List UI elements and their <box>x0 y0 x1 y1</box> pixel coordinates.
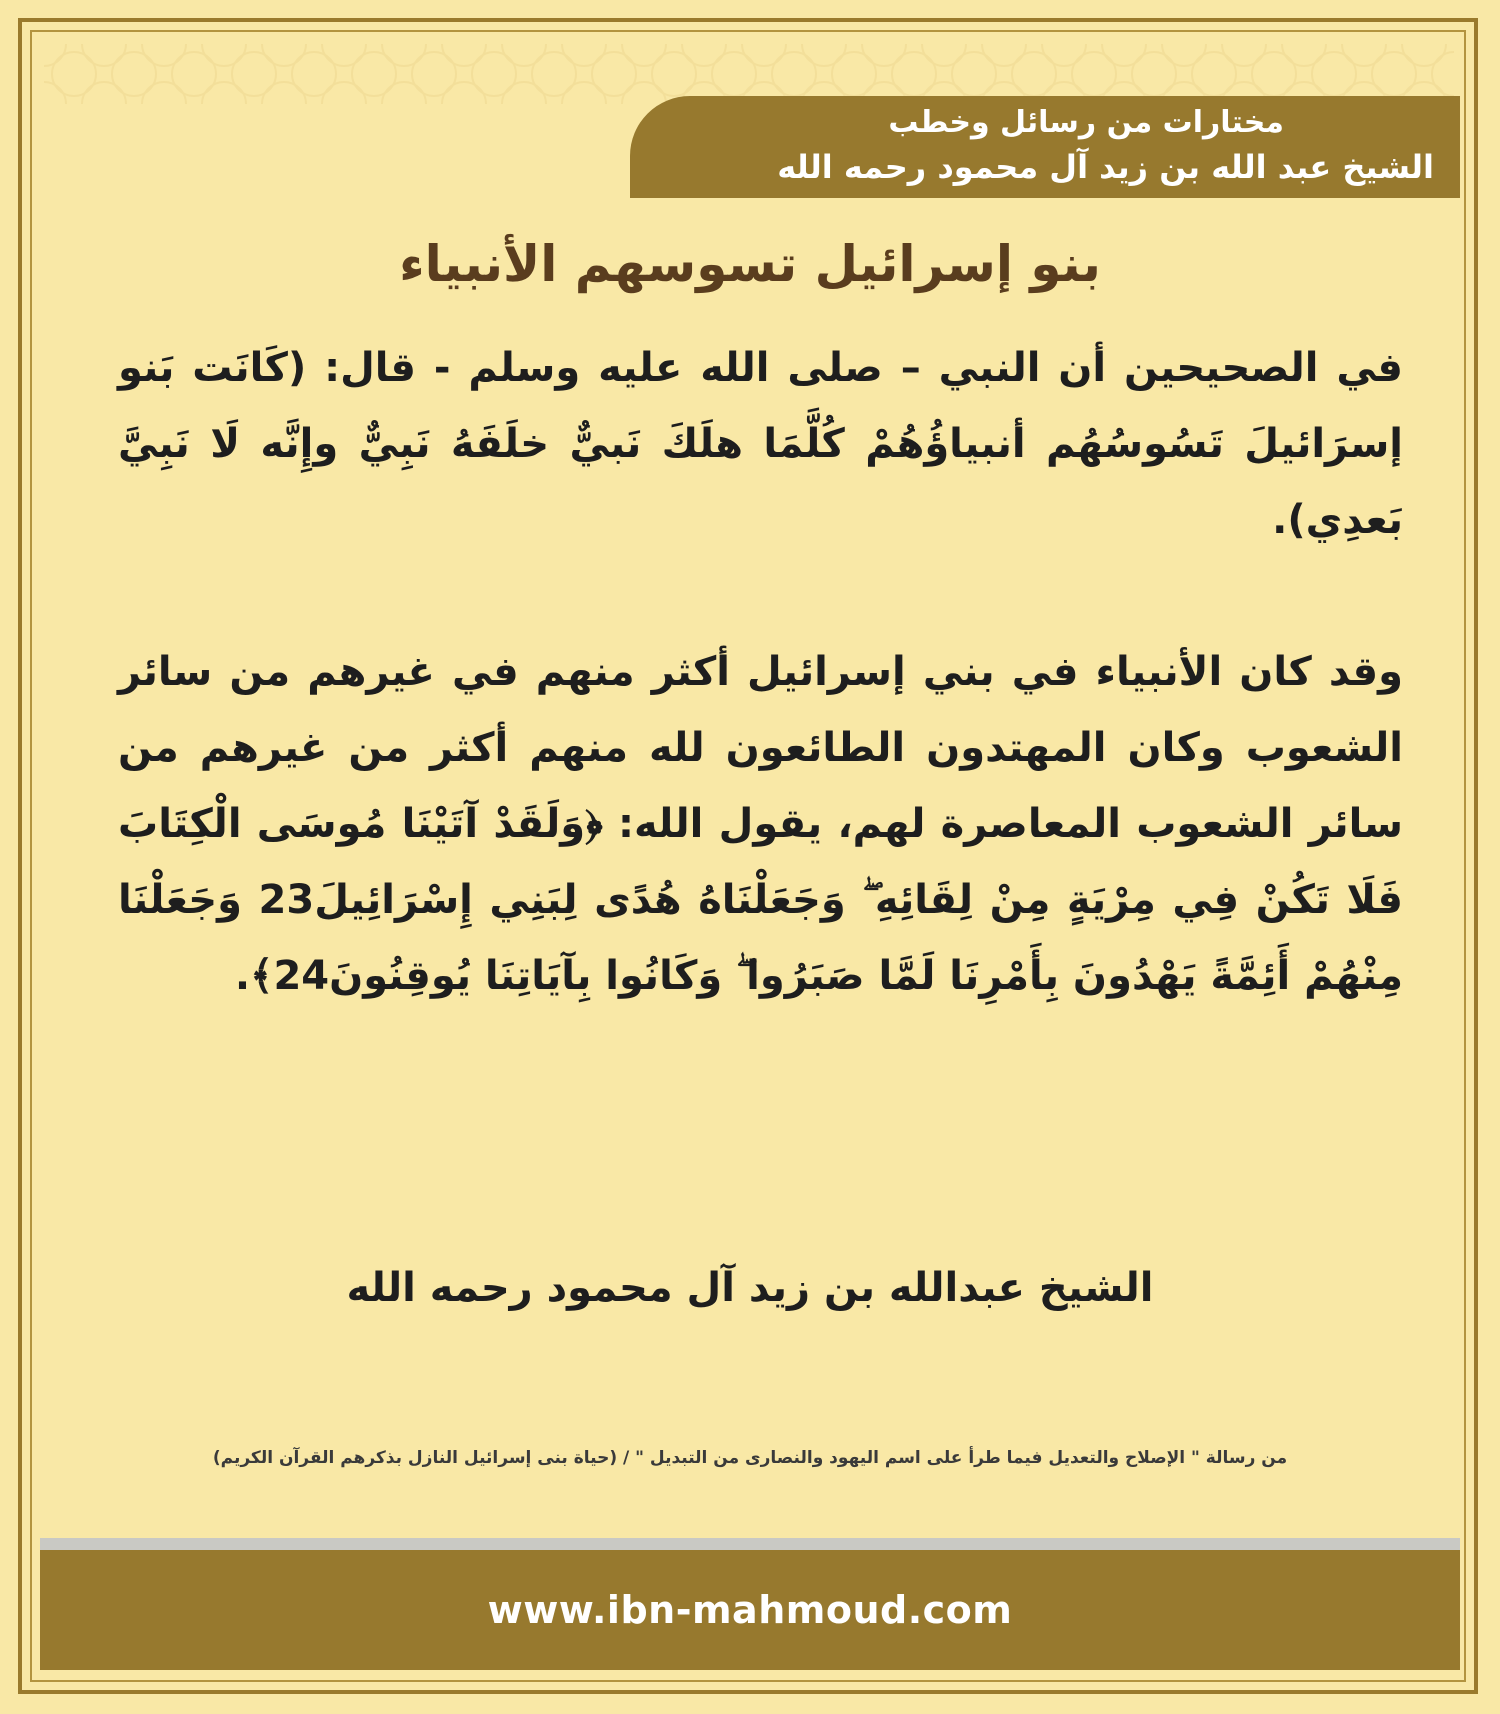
body-text <box>118 330 1403 1014</box>
footer-banner <box>40 1550 1460 1670</box>
header-series-title: مختارات من رسائل وخطب <box>888 105 1284 140</box>
source-note: من رسالة " الإصلاح والتعديل فيما طرأ على اسم اليهود والنصارى من التبديل " / (حياة بنى إسرائيل النازل بذكرهم القرآن الكريم) <box>212 1448 1288 1468</box>
header-banner <box>630 96 1460 198</box>
website-link[interactable]: www.ibn-mahmoud.com <box>487 1588 1013 1632</box>
decorative-pattern <box>44 44 1454 104</box>
page-title: بنو إسرائيل تسوسهم الأنبياء <box>399 235 1101 293</box>
hadith-paragraph: في الصحيحين أن النبي – صلى الله عليه وسلم - قال: (كَانَت بَنو إسرَائيلَ تَسُوسُهُم أنبياؤُهُمْ كُلَّمَا هلَكَ نَبيٌّ خلَفَهُ نَبِيٌّ وإِنَّه لَا نَبِيَّ بَعدِي). <box>118 345 1403 543</box>
header-author-name: الشيخ عبد الله بن زيد آل محمود رحمه الله <box>777 148 1434 186</box>
signature: الشيخ عبدالله بن زيد آل محمود رحمه الله <box>346 1265 1154 1311</box>
quran-paragraph: وقد كان الأنبياء في بني إسرائيل أكثر منهم في غيرهم من سائر الشعوب وكان المهتدون الطائعون لله منهم أكثر من غيرهم من سائر الشعوب المعاصرة لهم، يقول الله: ﴿وَلَقَدْ آتَيْنَا مُوسَى الْكِتَابَ فَلَا تَكُنْ فِي مِرْيَةٍ مِنْ لِقَائِهِ ۖ وَجَعَلْنَاهُ هُدًى لِبَنِي إِسْرَائِيلَ23 وَجَعَلْنَا مِنْهُمْ أَئِمَّةً يَهْدُونَ بِأَمْرِنَا لَمَّا صَبَرُوا ۖ وَكَانُوا بِآيَاتِنَا يُوقِنُونَ24﴾. <box>118 649 1403 999</box>
footer-divider <box>40 1538 1460 1550</box>
